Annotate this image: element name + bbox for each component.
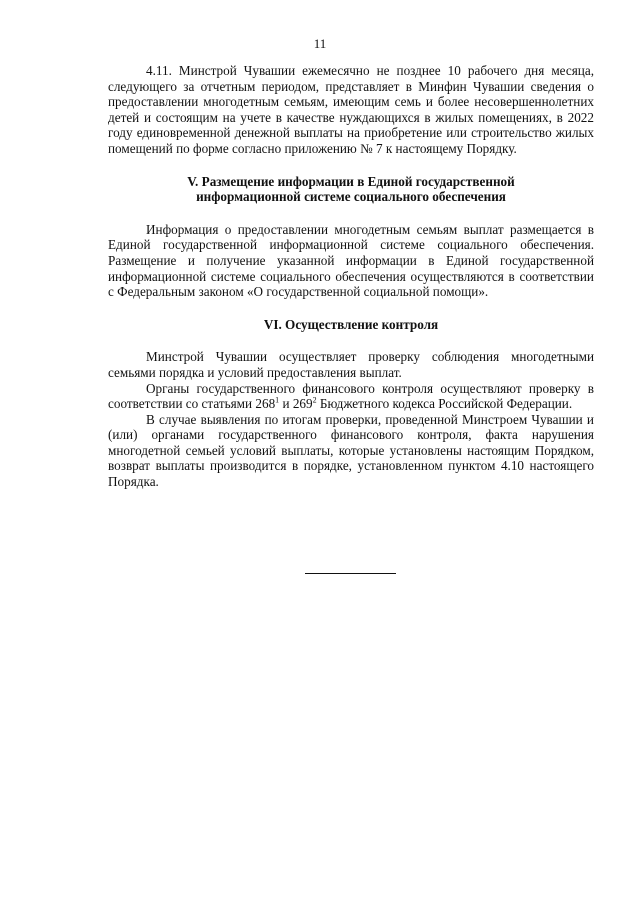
paragraph-2-text-middle: и 269: [279, 396, 313, 412]
spacer: [108, 157, 594, 174]
spacer: [108, 300, 594, 317]
end-rule-divider: [305, 573, 396, 574]
section-5-heading-line-2: информационной системе социального обеспечения: [196, 189, 506, 205]
page-number: 11: [313, 36, 327, 51]
section-6-heading: VI. Осуществление контроля: [263, 316, 439, 332]
section-6-paragraph-2: [108, 381, 594, 412]
paragraph-4-11: 4.11. Минстрой Чувашии ежемесячно не позднее 10 рабочего дня месяца, следующего за отчетным периодом, представляет в Минфин Чувашии сведения о предоставлении многодетным семьям, имеющим семь и более несовершеннолетних детей и состоящим на учете в качестве нуждающихся в жилых помещениях, в 2022 году единовременной денежной выплаты на приобретение или строительство жилых помещений по форме согласно приложению № 7 к настоящему Порядку.: [108, 63, 594, 156]
superscript-2: 2: [312, 395, 317, 405]
spacer: [108, 205, 594, 222]
paragraph-2-text-before: Органы государственного финансового контроля осуществляют проверку в соответствии со статьями 268: [108, 380, 594, 412]
section-5-heading: [108, 174, 594, 205]
document-body: [108, 63, 594, 490]
spacer: [108, 332, 594, 349]
section-5-heading-line-1: V. Размещение информации в Единой государственной: [187, 173, 515, 189]
section-5-paragraph: Информация о предоставлении многодетным семьям выплат размещается в Единой государственной информационной системе социального обеспечения. Размещение и получение указанной информации в Единой государственной информационной системе социального обеспечения осуществляются в соответствии с Федеральным законом «О государственной социальной помощи».: [108, 221, 594, 300]
section-6-paragraph-3: В случае выявления по итогам проверки, проведенной Минстроем Чувашии и (или) органами государственного финансового контроля, факта нарушения многодетной семьей условий выплаты, которые установлены настоящим Порядком, возврат выплаты производится в порядке, установленном пунктом 4.10 настоящего Порядка.: [108, 411, 594, 490]
superscript-1: 1: [275, 395, 280, 405]
section-6-paragraph-1: Минстрой Чувашии осуществляет проверку соблюдения многодетными семьями порядка и условий предоставления выплат.: [108, 349, 594, 380]
paragraph-2-text-after: Бюджетного кодекса Российской Федерации.: [316, 396, 573, 412]
